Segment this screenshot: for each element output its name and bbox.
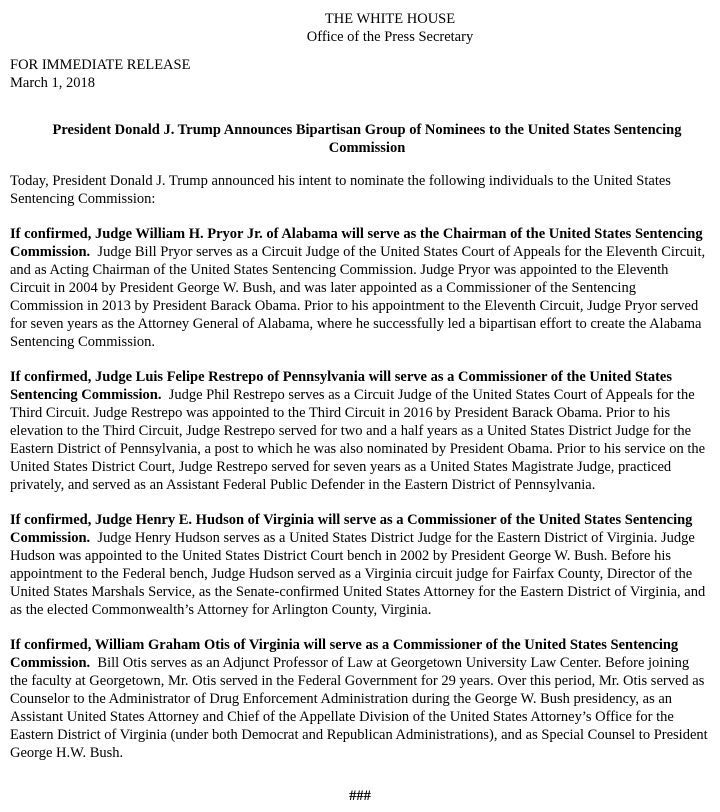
office-name: Office of the Press Secretary (306, 29, 474, 45)
nominee-paragraph-hudson (10, 511, 710, 619)
nominee-lead: If confirmed, Judge Henry E. Hudson of Virginia will serve as a Commissioner of the United States Sentencing Commission. (10, 512, 693, 546)
intro-paragraph: Today, President Donald J. Trump announced his intent to nominate the following individuals to the United States Sentencing Commission: (10, 173, 671, 207)
nominee-lead: If confirmed, Judge William H. Pryor Jr. of Alabama will serve as the Chairman of the United States Sentencing Commission. (10, 226, 703, 260)
nominee-body: Bill Otis serves as an Adjunct Professor of Law at Georgetown University Law Center. Before joining the faculty at Georgetown, Mr. Otis served in the Federal Government for 29 years. Over this period, Mr. Otis served as Counselor to the Administrator of Drug Enforcement Administration during the George W. Bush presidency, as an Assistant United States Attorney and Chief of the Appellate Division of the United States Attorney’s Office for the Eastern District of Virginia (under both Democrat and Republican Administrations), and as Special Counsel to President George H.W. Bush. (10, 655, 708, 761)
end-mark: ### (349, 788, 371, 804)
nominee-body: Judge Phil Restrepo serves as a Circuit Judge of the United States Court of Appeals for the Third Circuit. Judge Restrepo was appointed to the Third Circuit in 2016 by President Barack Obama. Prior to his elevation to the Third Circuit, Judge Restrepo served for two and a half years as a United States District Judge for the Eastern District of Pennsylvania, a post to which he was also nominated by President Obama. Prior to his service on the United States District Court, Judge Restrepo served for seven years as a United States Magistrate Judge, practiced privately, and served as an Assistant Federal Public Defender in the Eastern District of Pennsylvania. (10, 387, 706, 493)
nominee-paragraph-pryor (10, 225, 710, 351)
release-label: FOR IMMEDIATE RELEASE (10, 57, 191, 73)
nominee-body: Judge Henry Hudson serves as a United States District Judge for the Eastern District of Virginia. Judge Hudson was appointed to the United States District Court bench in 2002 by President George W. Bush. Before his appointment to the Federal bench, Judge Hudson served as a Virginia circuit judge for Fairfax County, Director of the United States Marshals Service, as the Senate-confirmed United States Attorney for the Eastern District of Virginia, and as the elected Commonwealth’s Attorney for Arlington County, Virginia. (10, 530, 706, 618)
release-info (10, 56, 710, 92)
org-name: THE WHITE HOUSE (324, 11, 456, 27)
nominee-lead: If confirmed, Judge Luis Felipe Restrepo of Pennsylvania will serve as a Commissioner of the United States Sentencing Commission. (10, 369, 673, 403)
nominee-body: Judge Bill Pryor serves as a Circuit Judge of the United States Court of Appeals for the Eleventh Circuit, and as Acting Chairman of the United States Sentencing Commission. Judge Pryor was appointed to the Eleventh Circuit in 2004 by President George W. Bush, and was later appointed as a Commissioner of the Sentencing Commission in 2013 by President Barack Obama. Prior to his appointment to the Eleventh Circuit, Judge Pryor served for seven years as the Attorney General of Alabama, where he successfully led a bipartisan effort to create the Alabama Sentencing Commission. (10, 244, 706, 350)
letterhead (70, 0, 710, 46)
nominee-paragraph-restrepo (10, 368, 710, 494)
nominee-lead: If confirmed, William Graham Otis of Virginia will serve as a Commissioner of the United States Sentencing Commission. (10, 637, 679, 671)
nominee-paragraph-otis (10, 636, 710, 762)
headline: President Donald J. Trump Announces Bipartisan Group of Nominees to the United States Sentencing Commission (52, 122, 682, 156)
release-date: March 1, 2018 (10, 75, 95, 91)
